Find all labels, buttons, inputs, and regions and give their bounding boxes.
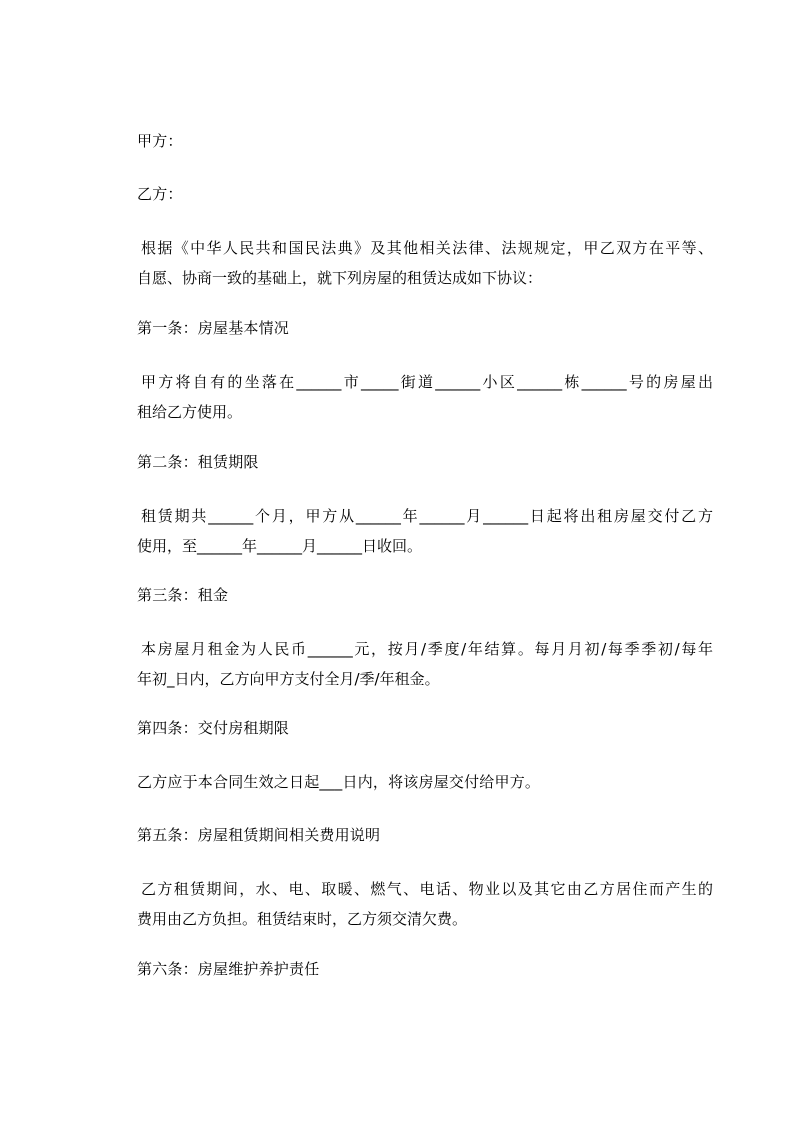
article-1-line-1: 甲方将自有的坐落在______市_____街道______小区______栋______号的房屋出 bbox=[141, 373, 713, 391]
article-2-body bbox=[137, 506, 713, 556]
article-1-title: 第一条：房屋基本情况 bbox=[137, 319, 290, 337]
preamble-line-2: 自愿、协商一致的基础上，就下列房屋的租赁达成如下协议： bbox=[137, 269, 543, 287]
party-a-label: 甲方： bbox=[137, 132, 183, 150]
article-4-title: 第四条：交付房租期限 bbox=[137, 719, 290, 737]
article-4-body: 乙方应于本合同生效之日起___日内，将该房屋交付给甲方。 bbox=[137, 773, 541, 791]
article-2-line-2: 使用，至______年______月______日收回。 bbox=[137, 537, 423, 555]
article-2-title: 第二条：租赁期限 bbox=[137, 453, 259, 471]
preamble-paragraph bbox=[137, 238, 713, 288]
article-5-body bbox=[137, 879, 713, 929]
article-5-line-1: 乙方租赁期间，水、电、取暖、燃气、电话、物业以及其它由乙方居住而产生的 bbox=[141, 880, 713, 898]
article-3-line-1: 本房屋月租金为人民币______元，按月/季度/年结算。每月月初/每季季初/每年 bbox=[141, 640, 713, 658]
article-1-line-2: 租给乙方使用。 bbox=[137, 403, 243, 421]
article-3-body bbox=[137, 639, 713, 689]
article-6-title: 第六条：房屋维护养护责任 bbox=[137, 960, 320, 978]
article-1-body bbox=[137, 372, 713, 422]
article-3-title: 第三条：租金 bbox=[137, 586, 229, 604]
article-3-line-2: 年初_日内，乙方向甲方支付全月/季/年租金。 bbox=[137, 670, 440, 688]
article-5-line-2: 费用由乙方负担。租赁结束时，乙方须交清欠费。 bbox=[137, 910, 468, 928]
party-b-label: 乙方： bbox=[137, 185, 183, 203]
article-5-title: 第五条：房屋租赁期间相关费用说明 bbox=[137, 826, 381, 844]
preamble-line-1: 根据《中华人民共和国民法典》及其他相关法律、法规规定，甲乙双方在平等、 bbox=[141, 239, 713, 257]
article-2-line-1: 租赁期共______个月，甲方从______年______月______日起将出租房屋交付乙方 bbox=[141, 507, 713, 525]
